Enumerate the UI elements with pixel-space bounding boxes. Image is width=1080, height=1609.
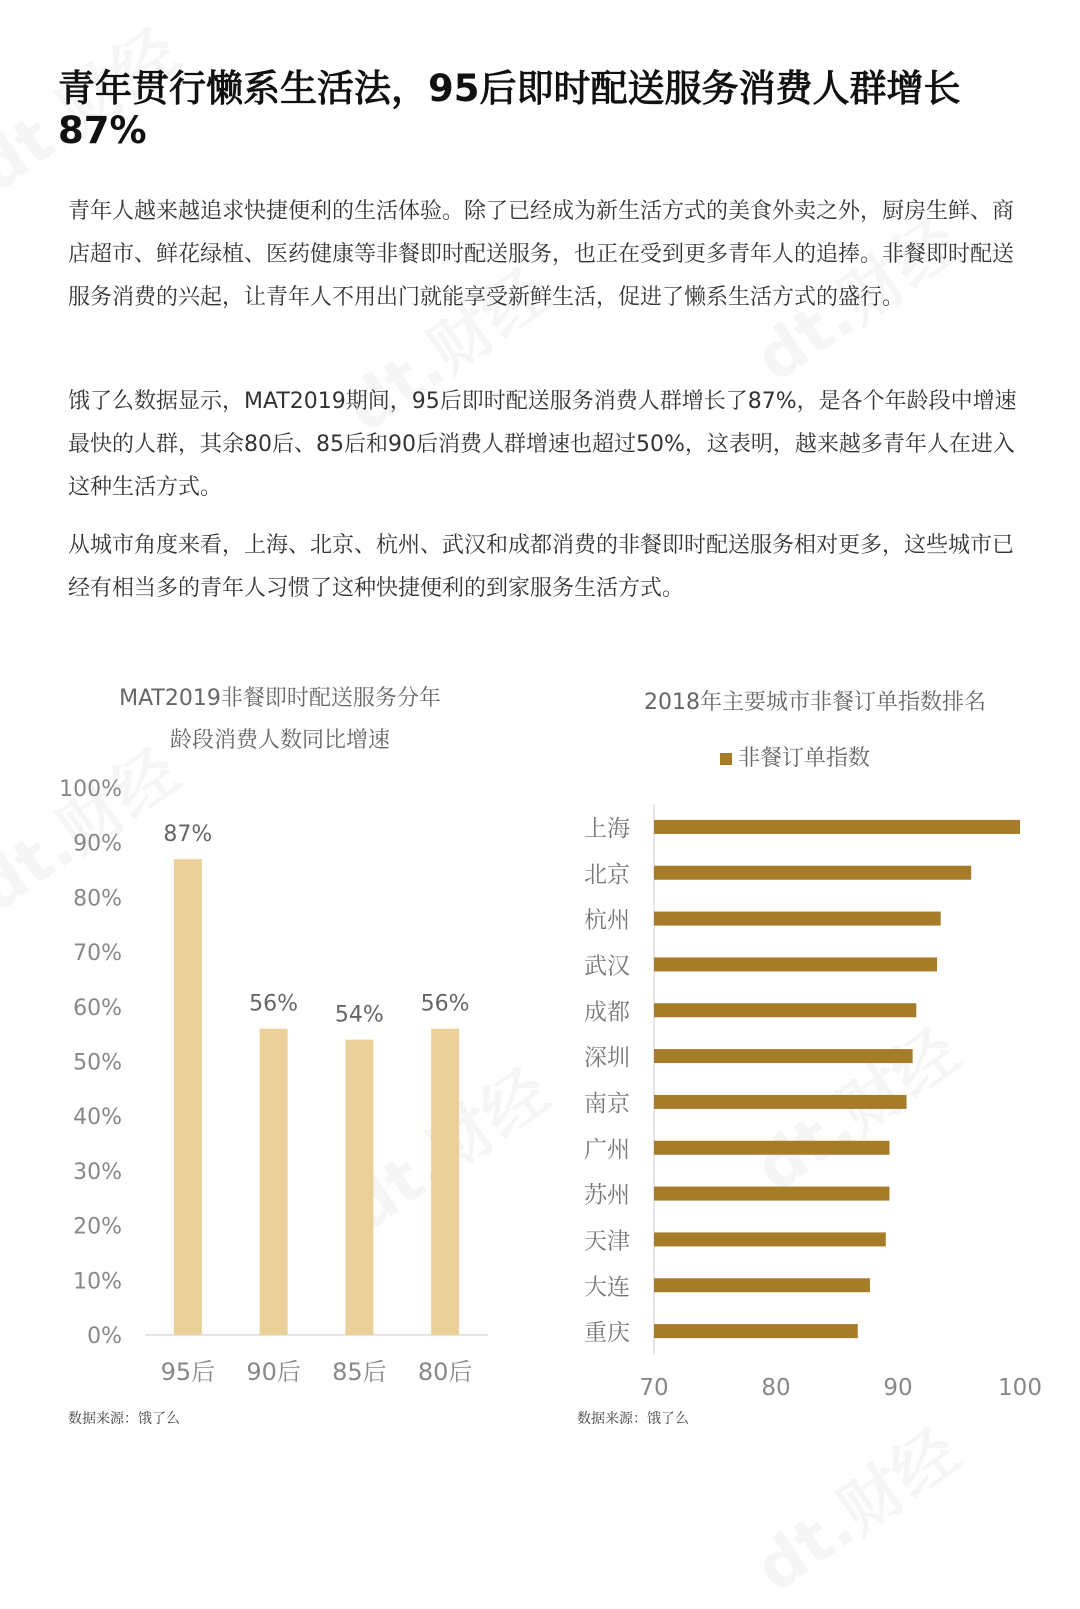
age-chart-title-line1: MAT2019非餐即时配送服务分年	[119, 686, 441, 711]
age-chart-source: 数据来源：饿了么	[68, 1411, 180, 1427]
category-label: 大连	[584, 1274, 630, 1301]
y-tick-label: 10%	[73, 1269, 122, 1295]
category-label: 成都	[584, 999, 630, 1026]
category-label: 苏州	[584, 1182, 630, 1209]
y-tick-label: 20%	[73, 1214, 122, 1240]
category-label: 深圳	[584, 1045, 630, 1072]
paragraph-3: 从城市角度来看，上海、北京、杭州、武汉和成都消费的非餐即时配送服务相对更多，这些城市已经有相当多的青年人习惯了这种快捷便利的到家服务生活方式。	[68, 533, 1015, 601]
y-tick-label: 50%	[73, 1050, 122, 1076]
age-chart-title-line2: 龄段消费人数同比增速	[169, 728, 390, 753]
x-tick-label: 70	[639, 1375, 669, 1401]
city-chart-title: 2018年主要城市非餐订单指数排名	[644, 690, 986, 715]
y-tick-label: 0%	[87, 1324, 122, 1349]
y-tick-label: 30%	[73, 1159, 122, 1185]
y-tick-label: 100%	[59, 777, 122, 802]
page-title: 青年贯行懒系生活法，95后即时配送服务消费人群增长87%	[58, 67, 961, 152]
category-label: 重庆	[584, 1320, 630, 1347]
x-tick-label: 80	[761, 1375, 791, 1401]
bar-杭州	[654, 912, 941, 926]
data-label: 56%	[420, 991, 470, 1017]
y-tick-label: 60%	[73, 995, 122, 1021]
bar-苏州	[654, 1187, 889, 1201]
bar-南京	[654, 1095, 907, 1109]
paragraph-1: 青年人越来越追求快捷便利的生活体验。除了已经成为新生活方式的美食外卖之外，厨房生鲜、商店超市、鲜花绿植、医药健康等非餐即时配送服务，也正在受到更多青年人的追捧。非餐即时配送服务消费的兴起，让青年人不用出门就能享受新鲜生活，促进了懒系生活方式的盛行。	[68, 199, 1015, 310]
bar-85后	[345, 1040, 373, 1335]
category-label: 天津	[584, 1228, 630, 1255]
y-tick-label: 80%	[73, 886, 122, 912]
x-tick-label: 85后	[332, 1358, 387, 1386]
data-label: 56%	[249, 991, 299, 1017]
x-tick-label: 90后	[246, 1358, 301, 1386]
paragraph-2: 饿了么数据显示，MAT2019期间，95后即时配送服务消费人群增长了87%，是各个年龄段中增速最快的人群，其余80后、85后和90后消费人群增速也超过50%，这表明，越来越多青年人在进入这种生活方式。	[68, 389, 1017, 500]
bar-重庆	[654, 1324, 858, 1338]
bar-95后	[174, 859, 202, 1335]
data-label: 54%	[334, 1002, 384, 1028]
bar-上海	[654, 820, 1020, 834]
category-label: 武汉	[584, 953, 630, 980]
y-tick-label: 40%	[73, 1105, 122, 1131]
x-tick-label: 95后	[160, 1358, 216, 1386]
city-chart-source: 数据来源：饿了么	[577, 1411, 689, 1427]
legend-label: 非餐订单指数	[738, 746, 871, 771]
x-tick-label: 90	[883, 1375, 913, 1401]
y-tick-label: 90%	[73, 831, 122, 857]
bar-深圳	[654, 1049, 913, 1063]
category-label: 南京	[584, 1090, 630, 1117]
x-tick-label: 80后	[417, 1358, 473, 1386]
bar-广州	[654, 1141, 889, 1155]
bar-80后	[431, 1029, 459, 1335]
bar-成都	[654, 1003, 916, 1017]
category-label: 杭州	[584, 907, 630, 934]
bar-大连	[654, 1278, 870, 1292]
category-label: 上海	[584, 815, 630, 842]
bar-天津	[654, 1232, 886, 1246]
x-tick-label: 100	[998, 1375, 1042, 1401]
bar-武汉	[654, 957, 937, 971]
y-tick-label: 70%	[73, 941, 122, 967]
category-label: 北京	[584, 861, 630, 888]
data-label: 87%	[163, 822, 213, 848]
category-label: 广州	[584, 1136, 630, 1163]
bar-90后	[260, 1029, 288, 1335]
bar-北京	[654, 866, 971, 880]
